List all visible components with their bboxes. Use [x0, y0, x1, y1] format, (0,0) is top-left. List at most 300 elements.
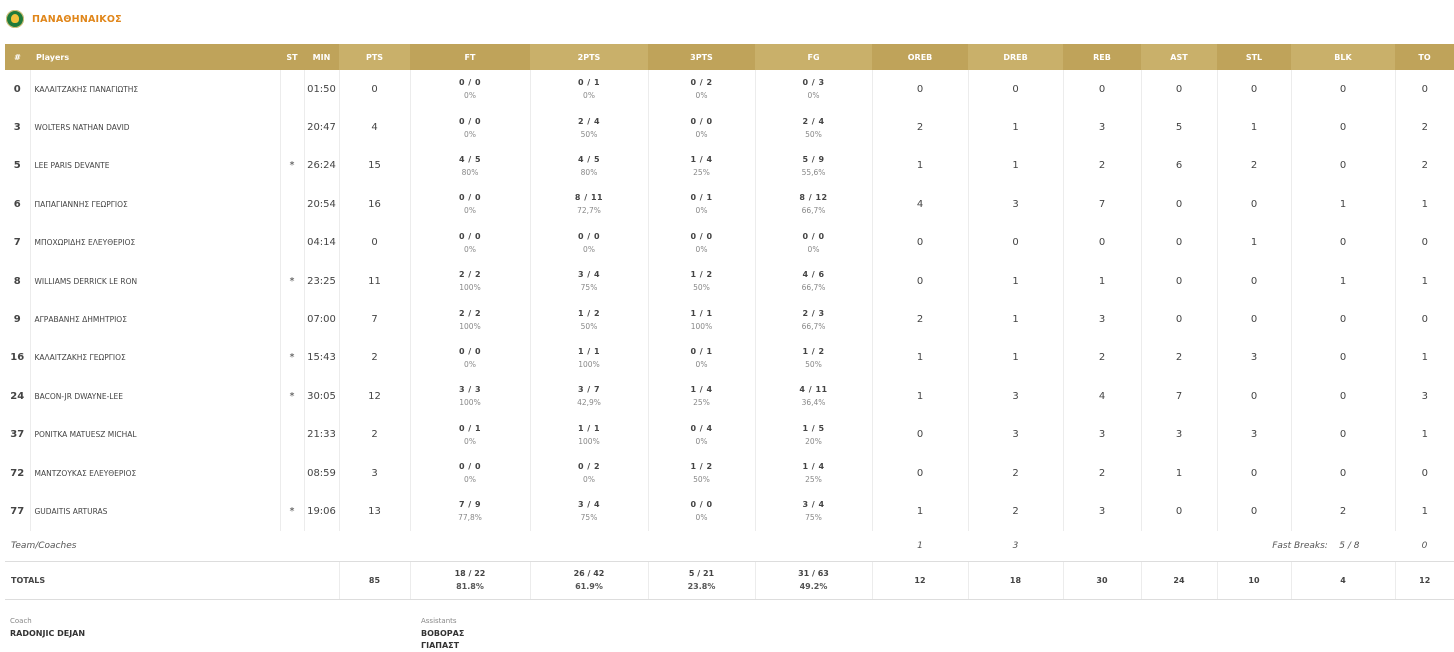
player-2pts — [530, 108, 648, 146]
ft-made: 7 / 9 — [458, 500, 482, 510]
totals-reb: 30 — [1063, 561, 1141, 599]
player-row — [5, 108, 1454, 146]
player-ast: 1 — [1141, 454, 1217, 492]
fg-pct: 0% — [807, 91, 820, 101]
player-to: 1 — [1395, 185, 1454, 223]
starter-mark: * — [280, 492, 304, 530]
p2-pct: 0% — [583, 244, 595, 254]
player-ast: 0 — [1141, 70, 1217, 108]
player-points: 2 — [339, 416, 410, 454]
player-dreb: 2 — [968, 492, 1063, 530]
player-3pts — [648, 300, 755, 338]
ft-pct: 0% — [464, 359, 476, 369]
totals-3pts-made: 5 / 21 — [688, 569, 715, 579]
starter-mark — [280, 70, 304, 108]
player-ast: 0 — [1141, 300, 1217, 338]
player-oreb: 0 — [872, 224, 968, 262]
player-2pts — [530, 492, 648, 530]
team-coaches-row — [5, 531, 1454, 562]
player-number: 72 — [10, 467, 25, 479]
fg-pct: 66,7% — [801, 283, 826, 293]
p3-made: 1 / 1 — [690, 308, 713, 318]
player-stl: 0 — [1217, 454, 1291, 492]
p3-pct: 0% — [695, 206, 708, 216]
player-dreb: 2 — [968, 454, 1063, 492]
player-fg — [755, 492, 872, 530]
player-name[interactable]: ΚΑΛΑΙΤΖΑΚΗΣ ΠΑΝΑΓΙΩΤΗΣ — [30, 70, 280, 108]
player-2pts — [530, 416, 648, 454]
player-name[interactable]: GUDAITIS ARTURAS — [30, 492, 280, 530]
player-ft — [410, 224, 530, 262]
team-dreb: 3 — [1012, 540, 1019, 551]
p3-made: 1 / 4 — [690, 154, 713, 164]
player-number: 16 — [10, 352, 25, 364]
starter-mark — [280, 185, 304, 223]
player-number: 7 — [13, 237, 21, 249]
p3-pct: 50% — [693, 283, 710, 293]
player-blk: 0 — [1291, 108, 1395, 146]
p2-made: 3 / 4 — [577, 270, 601, 280]
p3-pct: 0% — [695, 513, 708, 523]
player-ast: 0 — [1141, 262, 1217, 300]
player-number: 8 — [13, 275, 21, 287]
header-dreb[interactable]: DREB — [968, 44, 1063, 70]
player-number: 9 — [13, 314, 21, 326]
player-stl: 0 — [1217, 377, 1291, 415]
player-blk: 0 — [1291, 70, 1395, 108]
player-dreb: 1 — [968, 108, 1063, 146]
player-2pts — [530, 262, 648, 300]
player-3pts — [648, 70, 755, 108]
player-2pts — [530, 377, 648, 415]
p3-made: 0 / 0 — [690, 231, 713, 241]
fg-pct: 75% — [805, 513, 822, 523]
player-dreb: 0 — [968, 224, 1063, 262]
assistants-label: Assistants — [421, 617, 457, 625]
player-oreb: 0 — [872, 454, 968, 492]
coach-name: RADONJIC DEJAN — [10, 629, 86, 638]
player-reb: 1 — [1063, 262, 1141, 300]
box-score-table — [5, 44, 1454, 600]
player-row — [5, 224, 1454, 262]
player-ast: 2 — [1141, 339, 1217, 377]
ft-pct: 100% — [459, 283, 481, 293]
player-oreb: 2 — [872, 108, 968, 146]
header-points[interactable]: PTS — [339, 44, 410, 70]
fast-breaks-label: Fast Breaks: — [1272, 540, 1328, 551]
player-dreb: 3 — [968, 185, 1063, 223]
starter-mark — [280, 454, 304, 492]
ft-made: 0 / 0 — [458, 193, 482, 203]
player-row — [5, 416, 1454, 454]
fg-pct: 66,7% — [801, 321, 826, 331]
player-reb: 3 — [1063, 492, 1141, 530]
assistant-name: ΓΙΑΠΑΣΤ — [421, 641, 460, 650]
player-stl: 3 — [1217, 416, 1291, 454]
player-2pts — [530, 185, 648, 223]
starter-mark — [280, 416, 304, 454]
ft-pct: 80% — [461, 167, 479, 177]
player-ft — [410, 416, 530, 454]
coach-block — [10, 617, 85, 640]
totals-blk: 4 — [1291, 561, 1395, 599]
player-ast: 5 — [1141, 108, 1217, 146]
player-ft — [410, 339, 530, 377]
player-points: 16 — [339, 185, 410, 223]
player-3pts — [648, 454, 755, 492]
totals-ast: 24 — [1141, 561, 1217, 599]
player-ft — [410, 262, 530, 300]
player-fg — [755, 300, 872, 338]
header-ft[interactable]: FT — [410, 44, 530, 70]
p2-pct: 75% — [580, 283, 598, 293]
player-fg — [755, 454, 872, 492]
player-points: 7 — [339, 300, 410, 338]
assistants-block — [421, 617, 464, 652]
totals-ft-pct: 81.8% — [456, 582, 484, 592]
player-fg — [755, 147, 872, 185]
player-minutes: 26:24 — [304, 147, 339, 185]
player-to: 1 — [1395, 262, 1454, 300]
fg-made: 1 / 2 — [802, 346, 825, 356]
ft-made: 2 / 2 — [458, 308, 482, 318]
team-coaches-label: Team/Coaches — [11, 540, 77, 551]
player-name[interactable]: ΜΠΟΧΩΡΙΔΗΣ ΕΛΕΥΘΕΡΙΟΣ — [30, 224, 280, 262]
player-fg — [755, 185, 872, 223]
player-blk: 0 — [1291, 416, 1395, 454]
p2-pct: 42,9% — [577, 398, 601, 408]
team-name[interactable]: ΠΑΝΑΘΗΝΑΙΚΟΣ — [32, 13, 122, 25]
ft-pct: 100% — [459, 321, 481, 331]
header-fg[interactable]: FG — [755, 44, 872, 70]
p3-made: 1 / 2 — [690, 270, 713, 280]
p2-pct: 80% — [580, 167, 598, 177]
player-minutes: 21:33 — [304, 416, 339, 454]
header-number[interactable]: # — [5, 44, 30, 70]
totals-label: TOTALS — [5, 561, 339, 599]
header-blk[interactable]: BLK — [1291, 44, 1395, 70]
p3-pct: 25% — [693, 398, 710, 408]
p2-made: 1 / 2 — [577, 308, 601, 318]
player-dreb: 0 — [968, 70, 1063, 108]
player-ft — [410, 492, 530, 530]
ft-pct: 0% — [464, 244, 476, 254]
player-reb: 4 — [1063, 377, 1141, 415]
team-logo-icon — [6, 10, 24, 28]
player-oreb: 2 — [872, 300, 968, 338]
player-fg — [755, 339, 872, 377]
player-name[interactable]: WILLIAMS DERRICK LE RON — [30, 262, 280, 300]
player-reb: 3 — [1063, 416, 1141, 454]
player-blk: 0 — [1291, 454, 1395, 492]
ft-made: 0 / 0 — [458, 462, 482, 472]
starter-mark: * — [280, 377, 304, 415]
player-row — [5, 492, 1454, 530]
player-name[interactable]: ΜΑΝΤΖΟΥΚΑΣ ΕΛΕΥΘΕΡΙΟΣ — [30, 454, 280, 492]
totals-2pts-made: 26 / 42 — [573, 569, 605, 579]
header-starter[interactable]: ST — [280, 44, 304, 70]
player-oreb: 0 — [872, 262, 968, 300]
player-3pts — [648, 416, 755, 454]
player-oreb: 0 — [872, 70, 968, 108]
player-to: 1 — [1395, 416, 1454, 454]
starter-mark — [280, 300, 304, 338]
player-dreb: 3 — [968, 416, 1063, 454]
header-reb[interactable]: REB — [1063, 44, 1141, 70]
ft-made: 2 / 2 — [458, 270, 482, 280]
player-reb: 2 — [1063, 454, 1141, 492]
player-name[interactable]: ΚΑΛΑΙΤΖΑΚΗΣ ΓΕΩΡΓΙΟΣ — [30, 339, 280, 377]
totals-2pts-pct: 61.9% — [575, 582, 603, 592]
player-to: 0 — [1395, 300, 1454, 338]
player-to: 0 — [1395, 454, 1454, 492]
player-minutes: 01:50 — [304, 70, 339, 108]
p2-made: 3 / 4 — [577, 500, 601, 510]
player-minutes: 20:54 — [304, 185, 339, 223]
player-3pts — [648, 262, 755, 300]
header-2pts[interactable]: 2PTS — [530, 44, 648, 70]
header-players[interactable]: Players — [30, 44, 280, 70]
totals-stl: 10 — [1217, 561, 1291, 599]
player-number: 0 — [13, 83, 21, 95]
totals-to: 12 — [1395, 561, 1454, 599]
player-oreb: 1 — [872, 377, 968, 415]
totals-2pts — [530, 561, 648, 599]
ft-made: 0 / 0 — [458, 346, 482, 356]
player-minutes: 20:47 — [304, 108, 339, 146]
p3-made: 0 / 1 — [690, 193, 713, 203]
player-name[interactable]: BACON-JR DWAYNE-LEE — [30, 377, 280, 415]
player-blk: 0 — [1291, 300, 1395, 338]
player-reb: 0 — [1063, 224, 1141, 262]
p2-made: 1 / 1 — [577, 423, 601, 433]
totals-oreb: 12 — [872, 561, 968, 599]
p2-made: 2 / 4 — [577, 116, 601, 126]
team-header — [6, 8, 122, 30]
fg-made: 1 / 4 — [802, 462, 825, 472]
p2-pct: 100% — [578, 359, 600, 369]
fg-pct: 66,7% — [801, 206, 826, 216]
player-to: 0 — [1395, 70, 1454, 108]
p3-pct: 0% — [695, 244, 708, 254]
fg-made: 2 / 3 — [802, 308, 825, 318]
p2-pct: 75% — [580, 513, 598, 523]
player-3pts — [648, 224, 755, 262]
p2-made: 4 / 5 — [577, 154, 601, 164]
header-ast[interactable]: AST — [1141, 44, 1217, 70]
p3-made: 0 / 2 — [690, 78, 713, 88]
player-oreb: 4 — [872, 185, 968, 223]
p3-made: 0 / 0 — [690, 500, 713, 510]
player-row — [5, 70, 1454, 108]
player-stl: 1 — [1217, 224, 1291, 262]
player-stl: 2 — [1217, 147, 1291, 185]
fg-pct: 20% — [805, 436, 822, 446]
player-name[interactable]: WOLTERS NATHAN DAVID — [30, 108, 280, 146]
player-oreb: 0 — [872, 416, 968, 454]
header-row — [5, 44, 1454, 70]
player-ft — [410, 108, 530, 146]
player-3pts — [648, 185, 755, 223]
starter-mark: * — [280, 262, 304, 300]
fg-pct: 25% — [805, 475, 822, 485]
player-number: 37 — [10, 429, 25, 441]
totals-row — [5, 561, 1454, 599]
fg-pct: 50% — [805, 129, 822, 139]
p2-pct: 72,7% — [577, 206, 601, 216]
player-minutes: 15:43 — [304, 339, 339, 377]
p3-made: 1 / 2 — [690, 462, 713, 472]
player-points: 15 — [339, 147, 410, 185]
player-fg — [755, 262, 872, 300]
player-number: 5 — [13, 160, 21, 172]
p2-pct: 50% — [580, 321, 598, 331]
player-minutes: 30:05 — [304, 377, 339, 415]
header-3pts[interactable]: 3PTS — [648, 44, 755, 70]
fg-made: 4 / 11 — [799, 385, 828, 395]
player-ast: 0 — [1141, 492, 1217, 530]
player-3pts — [648, 377, 755, 415]
player-fg — [755, 70, 872, 108]
player-dreb: 3 — [968, 377, 1063, 415]
ft-made: 4 / 5 — [458, 154, 482, 164]
p2-made: 0 / 0 — [577, 231, 601, 241]
player-to: 3 — [1395, 377, 1454, 415]
totals-ft — [410, 561, 530, 599]
player-2pts — [530, 147, 648, 185]
player-points: 12 — [339, 377, 410, 415]
player-stl: 0 — [1217, 300, 1291, 338]
player-minutes: 04:14 — [304, 224, 339, 262]
fg-made: 4 / 6 — [802, 270, 825, 280]
fast-breaks — [1217, 531, 1395, 562]
coach-label: Coach — [10, 617, 32, 625]
player-number: 3 — [13, 122, 21, 134]
player-row — [5, 262, 1454, 300]
player-name[interactable]: PONITKA MATUESZ MICHAL — [30, 416, 280, 454]
p3-pct: 0% — [695, 436, 708, 446]
player-stl: 0 — [1217, 70, 1291, 108]
p3-made: 0 / 4 — [690, 423, 713, 433]
player-points: 11 — [339, 262, 410, 300]
ft-pct: 0% — [464, 475, 476, 485]
player-points: 0 — [339, 70, 410, 108]
player-ft — [410, 300, 530, 338]
player-2pts — [530, 454, 648, 492]
totals-fg-pct: 49.2% — [799, 582, 828, 592]
player-reb: 2 — [1063, 339, 1141, 377]
player-2pts — [530, 224, 648, 262]
assistant-name: ΒΟΒΟΡΑΣ — [421, 629, 465, 638]
team-oreb: 1 — [917, 540, 923, 551]
player-blk: 1 — [1291, 185, 1395, 223]
player-ast: 3 — [1141, 416, 1217, 454]
header-stl[interactable]: STL — [1217, 44, 1291, 70]
ft-pct: 0% — [464, 91, 476, 101]
player-row — [5, 147, 1454, 185]
ft-pct: 77,8% — [458, 513, 482, 523]
ft-made: 0 / 1 — [458, 423, 482, 433]
p3-made: 0 / 1 — [690, 346, 713, 356]
starter-mark — [280, 108, 304, 146]
fg-made: 5 / 9 — [802, 154, 825, 164]
player-name[interactable]: ΑΓΡΑΒΑΝΗΣ ΔΗΜΗΤΡΙΟΣ — [30, 300, 280, 338]
header-to[interactable]: TO — [1395, 44, 1454, 70]
player-reb: 0 — [1063, 70, 1141, 108]
player-stl: 3 — [1217, 339, 1291, 377]
header-oreb[interactable]: OREB — [872, 44, 968, 70]
p2-made: 8 / 11 — [574, 193, 604, 203]
header-minutes[interactable]: MIN — [304, 44, 339, 70]
player-row — [5, 377, 1454, 415]
ft-made: 0 / 0 — [458, 231, 482, 241]
player-ft — [410, 70, 530, 108]
player-name[interactable]: LEE PARIS DEVANTE — [30, 147, 280, 185]
fg-pct: 50% — [805, 359, 822, 369]
player-stl: 0 — [1217, 492, 1291, 530]
player-name[interactable]: ΠΑΠΑΓΙΑΝΝΗΣ ΓΕΩΡΓΙΟΣ — [30, 185, 280, 223]
player-row — [5, 300, 1454, 338]
p3-pct: 0% — [695, 129, 708, 139]
player-minutes: 23:25 — [304, 262, 339, 300]
p2-pct: 0% — [583, 91, 595, 101]
player-minutes: 19:06 — [304, 492, 339, 530]
ft-pct: 0% — [464, 206, 476, 216]
fg-made: 8 / 12 — [799, 193, 828, 203]
p2-pct: 100% — [578, 436, 600, 446]
player-blk: 0 — [1291, 224, 1395, 262]
player-fg — [755, 416, 872, 454]
totals-dreb: 18 — [968, 561, 1063, 599]
p2-pct: 0% — [583, 475, 595, 485]
totals-3pts-pct: 23.8% — [687, 582, 716, 592]
player-number: 6 — [13, 198, 21, 210]
player-number: 24 — [10, 390, 25, 402]
p3-made: 1 / 4 — [690, 385, 713, 395]
player-3pts — [648, 147, 755, 185]
player-reb: 2 — [1063, 147, 1141, 185]
player-2pts — [530, 339, 648, 377]
player-points: 3 — [339, 454, 410, 492]
ft-pct: 0% — [464, 129, 476, 139]
p3-pct: 0% — [695, 91, 708, 101]
fg-made: 0 / 3 — [802, 78, 825, 88]
fg-made: 3 / 4 — [802, 500, 825, 510]
ft-made: 0 / 0 — [458, 116, 482, 126]
p3-made: 0 / 0 — [690, 116, 713, 126]
ft-pct: 0% — [464, 436, 476, 446]
p2-made: 3 / 7 — [577, 385, 601, 395]
player-3pts — [648, 339, 755, 377]
totals-fg-made: 31 / 63 — [798, 569, 829, 579]
fg-made: 1 / 5 — [802, 423, 825, 433]
player-minutes: 08:59 — [304, 454, 339, 492]
player-row — [5, 185, 1454, 223]
player-to: 1 — [1395, 492, 1454, 530]
starter-mark — [280, 224, 304, 262]
player-blk: 0 — [1291, 377, 1395, 415]
player-dreb: 1 — [968, 339, 1063, 377]
player-reb: 3 — [1063, 300, 1141, 338]
player-fg — [755, 377, 872, 415]
player-stl: 0 — [1217, 185, 1291, 223]
totals-pts: 85 — [339, 561, 410, 599]
p3-pct: 25% — [693, 167, 710, 177]
player-row — [5, 339, 1454, 377]
player-stl: 0 — [1217, 262, 1291, 300]
player-3pts — [648, 108, 755, 146]
player-points: 2 — [339, 339, 410, 377]
